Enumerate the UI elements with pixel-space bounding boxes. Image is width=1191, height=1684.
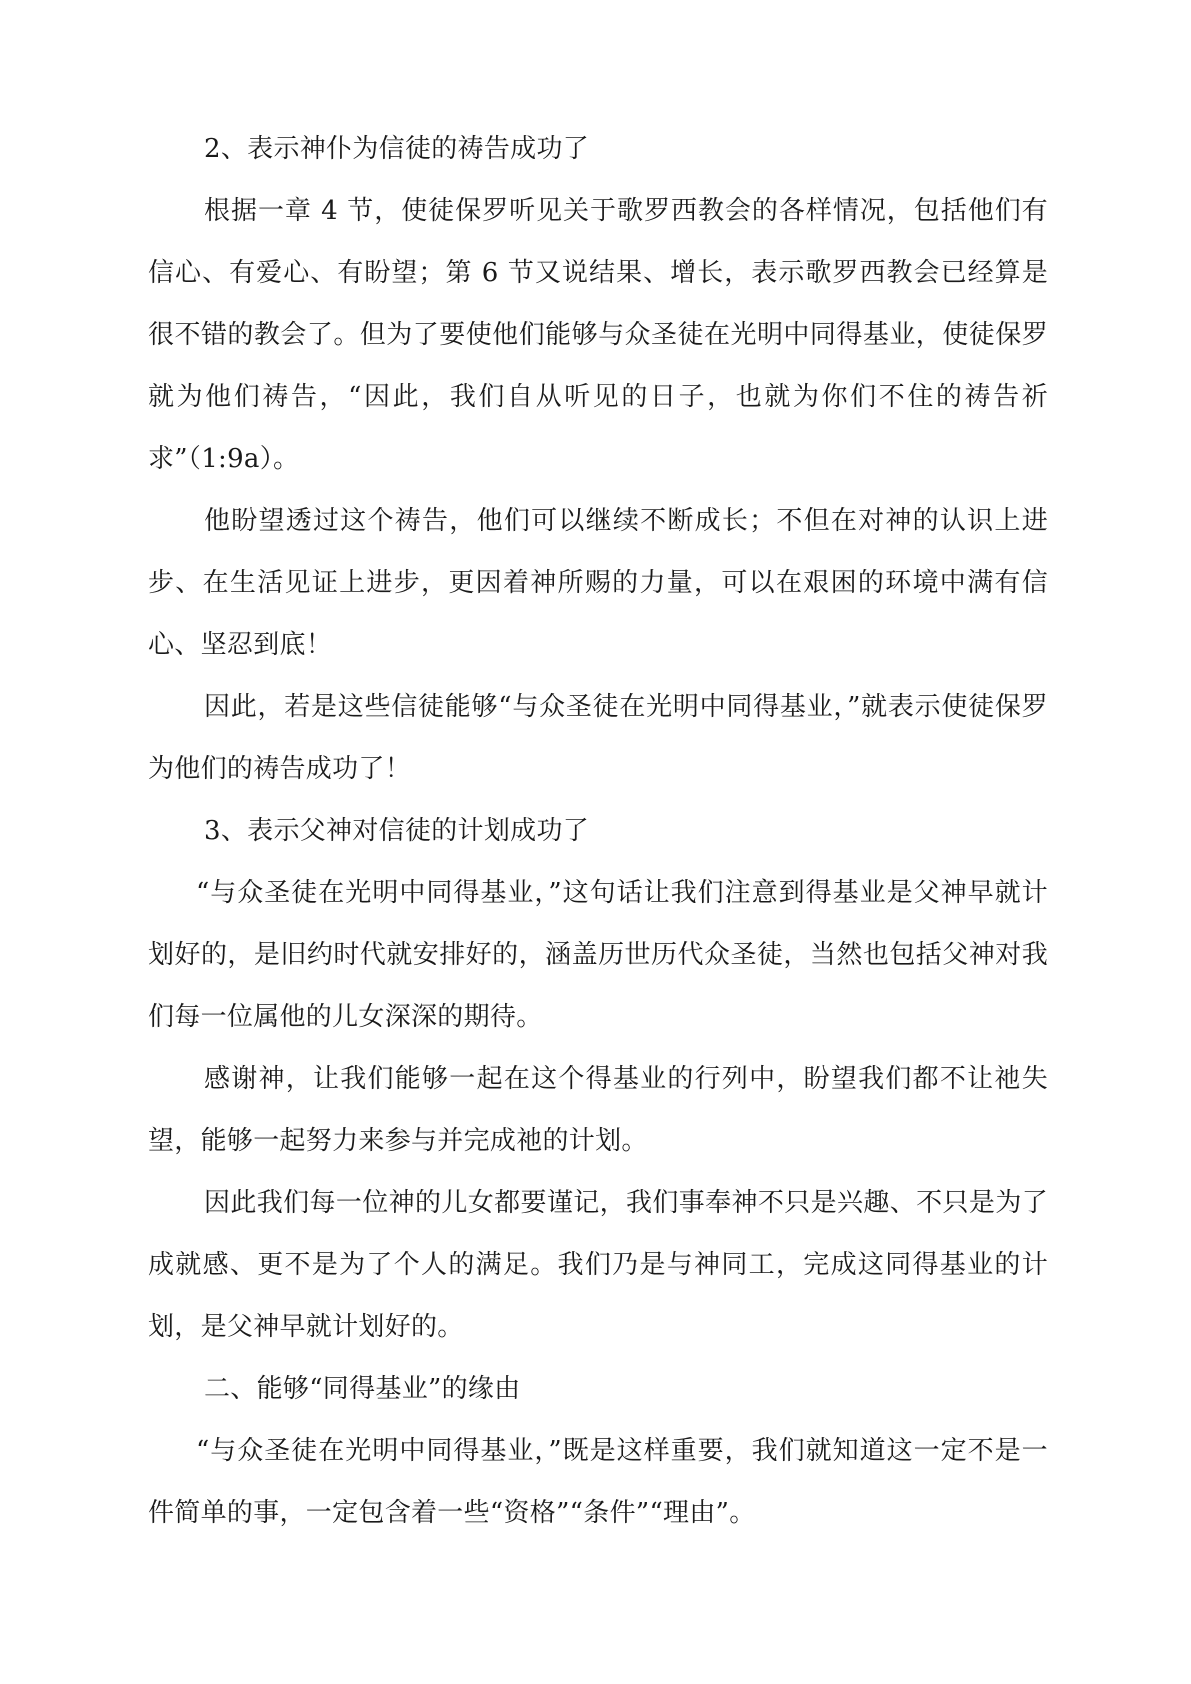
paragraph: 感谢神，让我们能够一起在这个得基业的行列中，盼望我们都不让祂失望，能够一起努力来参与并完成祂的计划。 [148, 1064, 1048, 1156]
section-heading-two: 二、能够“同得基业”的缘由 [204, 1374, 521, 1404]
paragraph: “与众圣徒在光明中同得基业，”这句话让我们注意到得基业是父神早就计划好的，是旧约时代就安排好的，涵盖历世历代众圣徒，当然也包括父神对我们每一位属他的儿女深深的期待。 [148, 878, 1048, 1032]
paragraph: 他盼望透过这个祷告，他们可以继续不断成长；不但在对神的认识上进步、在生活见证上进步，更因着神所赐的力量，可以在艰困的环境中满有信心、坚忍到底！ [148, 506, 1048, 660]
section-heading-2: 2、表示神仆为信徒的祷告成功了 [204, 134, 590, 164]
document-page [148, 118, 1048, 1544]
paragraph: 根据一章 4 节，使徒保罗听见关于歌罗西教会的各样情况，包括他们有信心、有爱心、有盼望；第 6 节又说结果、增长，表示歌罗西教会已经算是很不错的教会了。但为了要使他们能够与众圣徒在光明中同得基业，使徒保罗就为他们祷告，“因此，我们自从听见的日子，也就为你们不住的祷告祈求”（1:9a）。 [148, 196, 1048, 474]
section-heading-3: 3、表示父神对信徒的计划成功了 [204, 816, 590, 846]
paragraph: “与众圣徒在光明中同得基业，”既是这样重要，我们就知道这一定不是一件简单的事，一定包含着一些“资格”“条件”“理由”。 [148, 1436, 1048, 1528]
paragraph: 因此，若是这些信徒能够“与众圣徒在光明中同得基业，”就表示使徒保罗为他们的祷告成功了！ [148, 692, 1048, 784]
paragraph: 因此我们每一位神的儿女都要谨记，我们事奉神不只是兴趣、不只是为了成就感、更不是为了个人的满足。我们乃是与神同工，完成这同得基业的计划，是父神早就计划好的。 [148, 1188, 1048, 1342]
